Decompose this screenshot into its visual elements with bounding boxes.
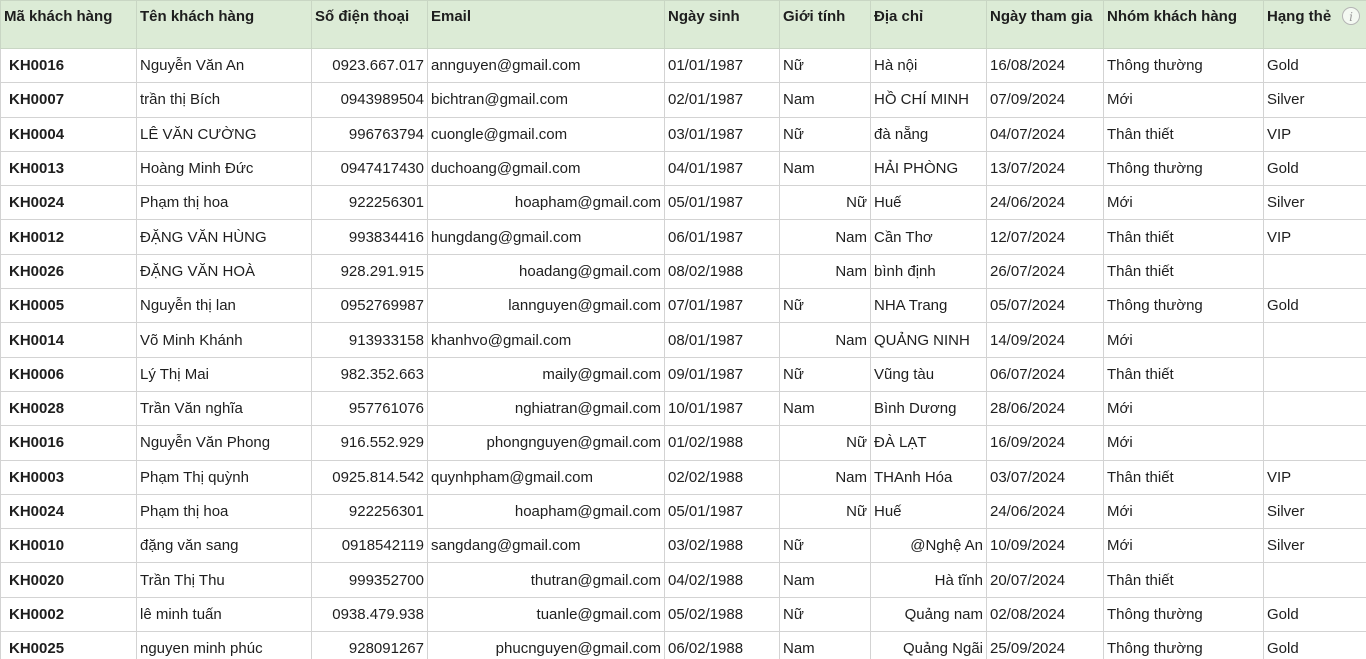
header-join-date[interactable]: Ngày tham gia [987,1,1104,49]
cell-address[interactable]: HỒ CHÍ MINH [871,83,987,117]
cell-join-date[interactable]: 16/09/2024 [987,426,1104,460]
cell-birth-date[interactable]: 06/02/1988 [665,632,780,659]
cell-customer-code[interactable]: KH0007 [1,83,137,117]
cell-customer-code[interactable]: KH0016 [1,426,137,460]
cell-customer-name[interactable]: đặng văn sang [137,529,312,563]
cell-card-tier[interactable] [1264,563,1366,597]
cell-customer-group[interactable]: Thông thường [1104,289,1264,323]
cell-birth-date[interactable]: 08/02/1988 [665,254,780,288]
cell-gender[interactable]: Nam [780,632,871,659]
cell-join-date[interactable]: 13/07/2024 [987,151,1104,185]
cell-customer-code[interactable]: KH0004 [1,117,137,151]
table-row [1,289,1366,323]
cell-address[interactable]: Quảng Ngãi [871,632,987,659]
table-body [1,49,1366,659]
cell-birth-date[interactable]: 08/01/1987 [665,323,780,357]
cell-card-tier[interactable]: VIP [1264,460,1366,494]
cell-card-tier[interactable]: VIP [1264,220,1366,254]
cell-gender[interactable]: Nữ [780,49,871,83]
cell-customer-group[interactable]: Thân thiết [1104,563,1264,597]
cell-customer-code[interactable]: KH0002 [1,597,137,631]
cell-customer-code[interactable]: KH0024 [1,494,137,528]
cell-address[interactable]: Hà nội [871,49,987,83]
cell-customer-group[interactable]: Thông thường [1104,597,1264,631]
cell-card-tier[interactable]: Gold [1264,632,1366,659]
cell-birth-date[interactable]: 03/01/1987 [665,117,780,151]
cell-gender[interactable]: Nam [780,323,871,357]
table-row [1,426,1366,460]
cell-card-tier[interactable]: Gold [1264,151,1366,185]
cell-join-date[interactable]: 12/07/2024 [987,220,1104,254]
cell-join-date[interactable]: 05/07/2024 [987,289,1104,323]
cell-phone[interactable]: 0925.814.542 [312,460,428,494]
cell-join-date[interactable]: 04/07/2024 [987,117,1104,151]
cell-customer-group[interactable]: Thân thiết [1104,220,1264,254]
table-row [1,632,1366,659]
header-address[interactable]: Địa chỉ [871,1,987,49]
cell-birth-date[interactable]: 10/01/1987 [665,391,780,425]
cell-address[interactable]: THAnh Hóa [871,460,987,494]
cell-birth-date[interactable]: 06/01/1987 [665,220,780,254]
cell-gender[interactable]: Nữ [780,529,871,563]
cell-customer-group[interactable]: Mới [1104,494,1264,528]
header-row [1,1,1366,49]
cell-birth-date[interactable]: 07/01/1987 [665,289,780,323]
cell-customer-name[interactable]: Nguyễn thị lan [137,289,312,323]
table-row [1,186,1366,220]
cell-gender[interactable]: Nam [780,460,871,494]
cell-customer-code[interactable]: KH0024 [1,186,137,220]
cell-phone[interactable]: 996763794 [312,117,428,151]
cell-email[interactable]: quynhpham@gmail.com [428,460,665,494]
table-row [1,563,1366,597]
table-row [1,83,1366,117]
table-row [1,254,1366,288]
header-email[interactable]: Email [428,1,665,49]
cell-customer-name[interactable]: Trần Văn nghĩa [137,391,312,425]
cell-customer-name[interactable]: Phạm Thị quỳnh [137,460,312,494]
cell-customer-group[interactable]: Thân thiết [1104,460,1264,494]
cell-address[interactable]: đà nẵng [871,117,987,151]
cell-join-date[interactable]: 14/09/2024 [987,323,1104,357]
cell-customer-name[interactable]: Nguyễn Văn An [137,49,312,83]
cell-birth-date[interactable]: 05/01/1987 [665,494,780,528]
cell-email[interactable]: tuanle@gmail.com [428,597,665,631]
cell-address[interactable]: ĐÀ LẠT [871,426,987,460]
cell-email[interactable]: lannguyen@gmail.com [428,289,665,323]
cell-address[interactable]: bình định [871,254,987,288]
cell-gender[interactable]: Nam [780,391,871,425]
cell-customer-name[interactable]: Võ Minh Khánh [137,323,312,357]
cell-join-date[interactable]: 24/06/2024 [987,186,1104,220]
cell-phone[interactable]: 928.291.915 [312,254,428,288]
table-row [1,357,1366,391]
cell-join-date[interactable]: 03/07/2024 [987,460,1104,494]
cell-phone[interactable]: 928091267 [312,632,428,659]
cell-customer-group[interactable]: Mới [1104,391,1264,425]
cell-gender[interactable]: Nam [780,83,871,117]
cell-email[interactable]: sangdang@gmail.com [428,529,665,563]
cell-gender[interactable]: Nữ [780,357,871,391]
cell-customer-group[interactable]: Thân thiết [1104,254,1264,288]
cell-join-date[interactable]: 06/07/2024 [987,357,1104,391]
cell-card-tier[interactable]: VIP [1264,117,1366,151]
cell-birth-date[interactable]: 02/01/1987 [665,83,780,117]
cell-card-tier[interactable] [1264,357,1366,391]
cell-customer-group[interactable]: Thân thiết [1104,117,1264,151]
cell-email[interactable]: phongnguyen@gmail.com [428,426,665,460]
cell-address[interactable]: Huế [871,186,987,220]
table-row [1,117,1366,151]
cell-card-tier[interactable]: Silver [1264,494,1366,528]
cell-join-date[interactable]: 20/07/2024 [987,563,1104,597]
cell-customer-group[interactable]: Thông thường [1104,151,1264,185]
cell-email[interactable]: thutran@gmail.com [428,563,665,597]
cell-birth-date[interactable]: 04/02/1988 [665,563,780,597]
cell-email[interactable]: hoapham@gmail.com [428,494,665,528]
cell-phone[interactable]: 922256301 [312,494,428,528]
cell-birth-date[interactable]: 09/01/1987 [665,357,780,391]
cell-join-date[interactable]: 24/06/2024 [987,494,1104,528]
header-birth-date[interactable]: Ngày sinh [665,1,780,49]
cell-phone[interactable]: 993834416 [312,220,428,254]
cell-gender[interactable]: Nữ [780,117,871,151]
cell-customer-name[interactable]: Lý Thị Mai [137,357,312,391]
header-customer-code[interactable]: Mã khách hàng [1,1,137,49]
cell-phone[interactable]: 982.352.663 [312,357,428,391]
table-row [1,391,1366,425]
cell-customer-code[interactable]: KH0013 [1,151,137,185]
cell-birth-date[interactable]: 05/02/1988 [665,597,780,631]
cell-email[interactable]: phucnguyen@gmail.com [428,632,665,659]
cell-phone[interactable]: 0943989504 [312,83,428,117]
cell-card-tier[interactable]: Gold [1264,49,1366,83]
cell-customer-name[interactable]: nguyen minh phúc [137,632,312,659]
cell-customer-name[interactable]: Nguyễn Văn Phong [137,426,312,460]
cell-customer-code[interactable]: KH0010 [1,529,137,563]
cell-address[interactable]: Cần Thơ [871,220,987,254]
cell-customer-name[interactable]: Phạm thị hoa [137,494,312,528]
cell-gender[interactable]: Nữ [780,494,871,528]
cell-gender[interactable]: Nam [780,220,871,254]
cell-customer-name[interactable]: ĐẶNG VĂN HÙNG [137,220,312,254]
cell-customer-name[interactable]: Hoàng Minh Đức [137,151,312,185]
header-phone[interactable]: Số điện thoại [312,1,428,49]
cell-card-tier[interactable] [1264,391,1366,425]
cell-phone[interactable]: 0938.479.938 [312,597,428,631]
cell-gender[interactable]: Nam [780,151,871,185]
cell-gender[interactable]: Nữ [780,597,871,631]
cell-birth-date[interactable]: 01/02/1988 [665,426,780,460]
table-row [1,220,1366,254]
cell-join-date[interactable]: 10/09/2024 [987,529,1104,563]
cell-customer-name[interactable]: trần thị Bích [137,83,312,117]
cell-address[interactable]: Quảng nam [871,597,987,631]
cell-birth-date[interactable]: 02/02/1988 [665,460,780,494]
cell-email[interactable]: maily@gmail.com [428,357,665,391]
cell-birth-date[interactable]: 01/01/1987 [665,49,780,83]
cell-email[interactable]: hoadang@gmail.com [428,254,665,288]
cell-gender[interactable]: Nữ [780,426,871,460]
cell-email[interactable]: nghiatran@gmail.com [428,391,665,425]
cell-card-tier[interactable]: Gold [1264,597,1366,631]
cell-birth-date[interactable]: 03/02/1988 [665,529,780,563]
cell-address[interactable]: Huế [871,494,987,528]
cell-card-tier[interactable] [1264,323,1366,357]
cell-card-tier[interactable]: Silver [1264,83,1366,117]
cell-phone[interactable]: 0947417430 [312,151,428,185]
cell-address[interactable]: Bình Dương [871,391,987,425]
cell-customer-code[interactable]: KH0005 [1,289,137,323]
table-row [1,494,1366,528]
cell-birth-date[interactable]: 05/01/1987 [665,186,780,220]
cell-customer-name[interactable]: lê minh tuấn [137,597,312,631]
table-row [1,151,1366,185]
cell-customer-name[interactable]: Trần Thị Thu [137,563,312,597]
cell-phone[interactable]: 0952769987 [312,289,428,323]
cell-customer-code[interactable]: KH0006 [1,357,137,391]
cell-phone[interactable]: 916.552.929 [312,426,428,460]
cell-customer-group[interactable]: Thân thiết [1104,357,1264,391]
table-row [1,323,1366,357]
cell-address[interactable]: NHA Trang [871,289,987,323]
table-row [1,460,1366,494]
cell-phone[interactable]: 922256301 [312,186,428,220]
cell-email[interactable]: bichtran@gmail.com [428,83,665,117]
cell-customer-group[interactable]: Thông thường [1104,632,1264,659]
cell-customer-name[interactable]: ĐẶNG VĂN HOÀ [137,254,312,288]
header-customer-group[interactable]: Nhóm khách hàng [1104,1,1264,49]
cell-birth-date[interactable]: 04/01/1987 [665,151,780,185]
cell-address[interactable]: Hà tĩnh [871,563,987,597]
cell-join-date[interactable]: 28/06/2024 [987,391,1104,425]
cell-address[interactable]: QUẢNG NINH [871,323,987,357]
cell-customer-code[interactable]: KH0012 [1,220,137,254]
cell-join-date[interactable]: 16/08/2024 [987,49,1104,83]
cell-address[interactable]: Vũng tàu [871,357,987,391]
header-card-tier[interactable]: Hạng thẻ [1264,1,1366,49]
cell-email[interactable]: cuongle@gmail.com [428,117,665,151]
cell-email[interactable]: hungdang@gmail.com [428,220,665,254]
cell-customer-group[interactable]: Mới [1104,529,1264,563]
cell-phone[interactable]: 0918542119 [312,529,428,563]
cell-gender[interactable]: Nữ [780,289,871,323]
cell-customer-code[interactable]: KH0026 [1,254,137,288]
cell-card-tier[interactable]: Gold [1264,289,1366,323]
cell-phone[interactable]: 957761076 [312,391,428,425]
cell-address[interactable]: @Nghệ An [871,529,987,563]
cell-email[interactable]: hoapham@gmail.com [428,186,665,220]
cell-gender[interactable]: Nam [780,563,871,597]
cell-customer-name[interactable]: Phạm thị hoa [137,186,312,220]
cell-email[interactable]: annguyen@gmail.com [428,49,665,83]
cell-customer-code[interactable]: KH0014 [1,323,137,357]
cell-email[interactable]: khanhvo@gmail.com [428,323,665,357]
cell-customer-name[interactable]: LÊ VĂN CƯỜNG [137,117,312,151]
cell-join-date[interactable]: 25/09/2024 [987,632,1104,659]
cell-card-tier[interactable] [1264,254,1366,288]
cell-gender[interactable]: Nam [780,254,871,288]
info-icon[interactable]: i [1342,7,1360,25]
cell-customer-group[interactable]: Mới [1104,323,1264,357]
header-customer-name[interactable]: Tên khách hàng [137,1,312,49]
cell-join-date[interactable]: 07/09/2024 [987,83,1104,117]
cell-customer-code[interactable]: KH0003 [1,460,137,494]
cell-phone[interactable]: 0923.667.017 [312,49,428,83]
table-row [1,529,1366,563]
cell-phone[interactable]: 999352700 [312,563,428,597]
cell-customer-group[interactable]: Mới [1104,83,1264,117]
cell-customer-group[interactable]: Mới [1104,426,1264,460]
cell-customer-group[interactable]: Mới [1104,186,1264,220]
cell-customer-code[interactable]: KH0028 [1,391,137,425]
cell-customer-code[interactable]: KH0020 [1,563,137,597]
cell-email[interactable]: duchoang@gmail.com [428,151,665,185]
header-gender[interactable]: Giới tính [780,1,871,49]
cell-card-tier[interactable]: Silver [1264,529,1366,563]
cell-join-date[interactable]: 02/08/2024 [987,597,1104,631]
cell-customer-code[interactable]: KH0025 [1,632,137,659]
table-row [1,49,1366,83]
cell-join-date[interactable]: 26/07/2024 [987,254,1104,288]
cell-customer-code[interactable]: KH0016 [1,49,137,83]
table-row [1,597,1366,631]
cell-gender[interactable]: Nữ [780,186,871,220]
cell-phone[interactable]: 913933158 [312,323,428,357]
cell-address[interactable]: HẢI PHÒNG [871,151,987,185]
cell-card-tier[interactable]: Silver [1264,186,1366,220]
cell-card-tier[interactable] [1264,426,1366,460]
cell-customer-group[interactable]: Thông thường [1104,49,1264,83]
